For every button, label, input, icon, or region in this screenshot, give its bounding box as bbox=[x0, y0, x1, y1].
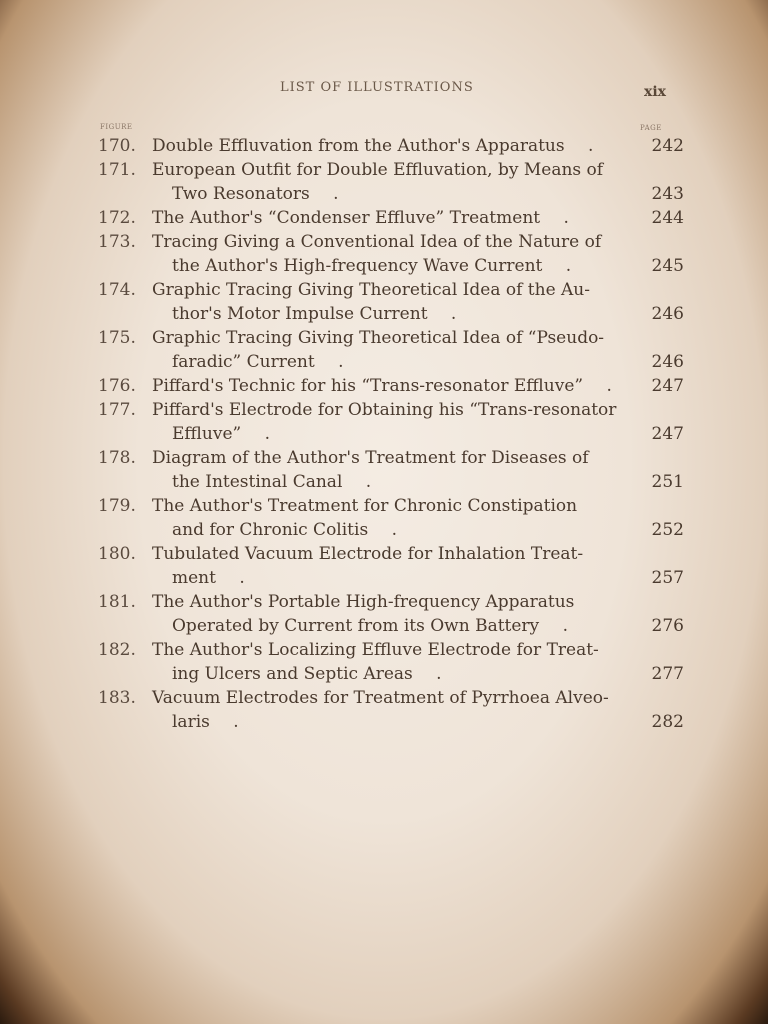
page-reference: 246 bbox=[651, 304, 684, 324]
figure-number: 173. bbox=[98, 232, 136, 252]
caption-line: European Outfit for Double Effluvation, by Means of bbox=[152, 160, 604, 180]
dot-leader: . bbox=[564, 136, 612, 156]
figure-number: 171. bbox=[98, 160, 136, 180]
figure-caption bbox=[152, 638, 642, 686]
page-reference: 247 bbox=[651, 376, 684, 396]
illustrations-list bbox=[98, 134, 688, 734]
dot-leader: . bbox=[241, 424, 289, 444]
page-reference: 247 bbox=[651, 424, 684, 444]
dot-leader: . bbox=[314, 352, 362, 372]
figure-caption bbox=[152, 686, 642, 734]
illustration-entry bbox=[98, 590, 688, 638]
caption-line: Piffard's Electrode for Obtaining his “Trans-resonator bbox=[152, 400, 617, 420]
dot-leader: . bbox=[309, 184, 357, 204]
caption-line: ment . bbox=[172, 568, 263, 588]
running-title: LIST OF ILLUSTRATIONS bbox=[280, 80, 474, 95]
caption-line: thor's Motor Impulse Current . bbox=[172, 304, 475, 324]
dot-leader: . bbox=[368, 520, 415, 540]
caption-line: The Author's “Condenser Effluve” Treatment . bbox=[152, 208, 587, 228]
illustration-entry bbox=[98, 542, 688, 590]
figure-number: 180. bbox=[98, 544, 136, 564]
illustration-entry bbox=[98, 638, 688, 686]
figure-caption bbox=[152, 230, 642, 278]
illustration-entry bbox=[98, 230, 688, 278]
figure-caption bbox=[152, 158, 642, 206]
figure-caption bbox=[152, 494, 642, 542]
illustration-entry bbox=[98, 206, 688, 230]
dot-leader: . bbox=[542, 256, 590, 276]
page-reference: 251 bbox=[651, 472, 684, 492]
caption-line: Piffard's Technic for his “Trans-resonator Effluve” . bbox=[152, 376, 630, 396]
page-column-label: PAGE bbox=[640, 124, 662, 132]
dot-leader: . bbox=[583, 376, 630, 396]
figure-caption bbox=[152, 374, 642, 398]
caption-line: Diagram of the Author's Treatment for Diseases of bbox=[152, 448, 589, 468]
caption-line: Effluve” . bbox=[172, 424, 289, 444]
caption-line: Tracing Giving a Conventional Idea of the Nature of bbox=[152, 232, 602, 252]
illustration-entry bbox=[98, 446, 688, 494]
dot-leader: . bbox=[412, 664, 460, 684]
page-reference: 277 bbox=[651, 664, 684, 684]
illustration-entry bbox=[98, 374, 688, 398]
page-reference: 282 bbox=[651, 712, 684, 732]
dot-leader: . bbox=[215, 568, 263, 588]
figure-caption bbox=[152, 326, 642, 374]
illustration-entry bbox=[98, 494, 688, 542]
figure-caption bbox=[152, 398, 642, 446]
figure-caption bbox=[152, 590, 642, 638]
figure-number: 178. bbox=[98, 448, 136, 468]
caption-line: ing Ulcers and Septic Areas . bbox=[172, 664, 460, 684]
figure-number: 172. bbox=[98, 208, 136, 228]
dot-leader: . bbox=[427, 304, 475, 324]
caption-line: Graphic Tracing Giving Theoretical Idea of the Au- bbox=[152, 280, 590, 300]
dot-leader: . bbox=[539, 616, 586, 636]
illustration-entry bbox=[98, 134, 688, 158]
figure-caption bbox=[152, 134, 642, 158]
figure-caption bbox=[152, 206, 642, 230]
figure-number: 177. bbox=[98, 400, 136, 420]
figure-column-label: FIGURE bbox=[100, 123, 133, 131]
figure-caption bbox=[152, 542, 642, 590]
dot-leader: . bbox=[540, 208, 587, 228]
illustration-entry bbox=[98, 278, 688, 326]
caption-line: The Author's Portable High-frequency Apparatus bbox=[152, 592, 575, 612]
page-reference: 276 bbox=[651, 616, 684, 636]
figure-number: 170. bbox=[98, 136, 136, 156]
page-reference: 243 bbox=[651, 184, 684, 204]
illustration-entry bbox=[98, 158, 688, 206]
figure-number: 176. bbox=[98, 376, 136, 396]
page-reference: 246 bbox=[651, 352, 684, 372]
figure-caption bbox=[152, 278, 642, 326]
illustration-entry bbox=[98, 398, 688, 446]
page-reference: 257 bbox=[651, 568, 684, 588]
caption-line: the Intestinal Canal . bbox=[172, 472, 390, 492]
figure-number: 183. bbox=[98, 688, 136, 708]
caption-line: Two Resonators . bbox=[172, 184, 357, 204]
figure-number: 179. bbox=[98, 496, 136, 516]
figure-number: 182. bbox=[98, 640, 136, 660]
figure-number: 175. bbox=[98, 328, 136, 348]
caption-line: the Author's High-frequency Wave Current . bbox=[172, 256, 590, 276]
caption-line: The Author's Treatment for Chronic Constipation bbox=[152, 496, 578, 516]
illustration-entry bbox=[98, 686, 688, 734]
dot-leader: . bbox=[209, 712, 257, 732]
illustration-entry bbox=[98, 326, 688, 374]
caption-line: Graphic Tracing Giving Theoretical Idea of “Pseudo- bbox=[152, 328, 605, 348]
caption-line: Double Effluvation from the Author's Apparatus . bbox=[152, 136, 612, 156]
figure-number: 174. bbox=[98, 280, 136, 300]
figure-number: 181. bbox=[98, 592, 136, 612]
page-reference: 245 bbox=[651, 256, 684, 276]
page-reference: 244 bbox=[651, 208, 684, 228]
caption-line: Operated by Current from its Own Battery . bbox=[172, 616, 586, 636]
caption-line: laris . bbox=[172, 712, 257, 732]
page-reference: 252 bbox=[651, 520, 684, 540]
caption-line: and for Chronic Colitis . bbox=[172, 520, 415, 540]
caption-line: Tubulated Vacuum Electrode for Inhalation Treat- bbox=[152, 544, 584, 564]
dot-leader: . bbox=[342, 472, 390, 492]
figure-caption bbox=[152, 446, 642, 494]
caption-line: Vacuum Electrodes for Treatment of Pyrrhoea Alveo- bbox=[152, 688, 609, 708]
caption-line: faradic” Current . bbox=[172, 352, 362, 372]
page-reference: 242 bbox=[651, 136, 684, 156]
page-number: xix bbox=[644, 84, 667, 100]
caption-line: The Author's Localizing Effluve Electrode for Treat- bbox=[152, 640, 599, 660]
